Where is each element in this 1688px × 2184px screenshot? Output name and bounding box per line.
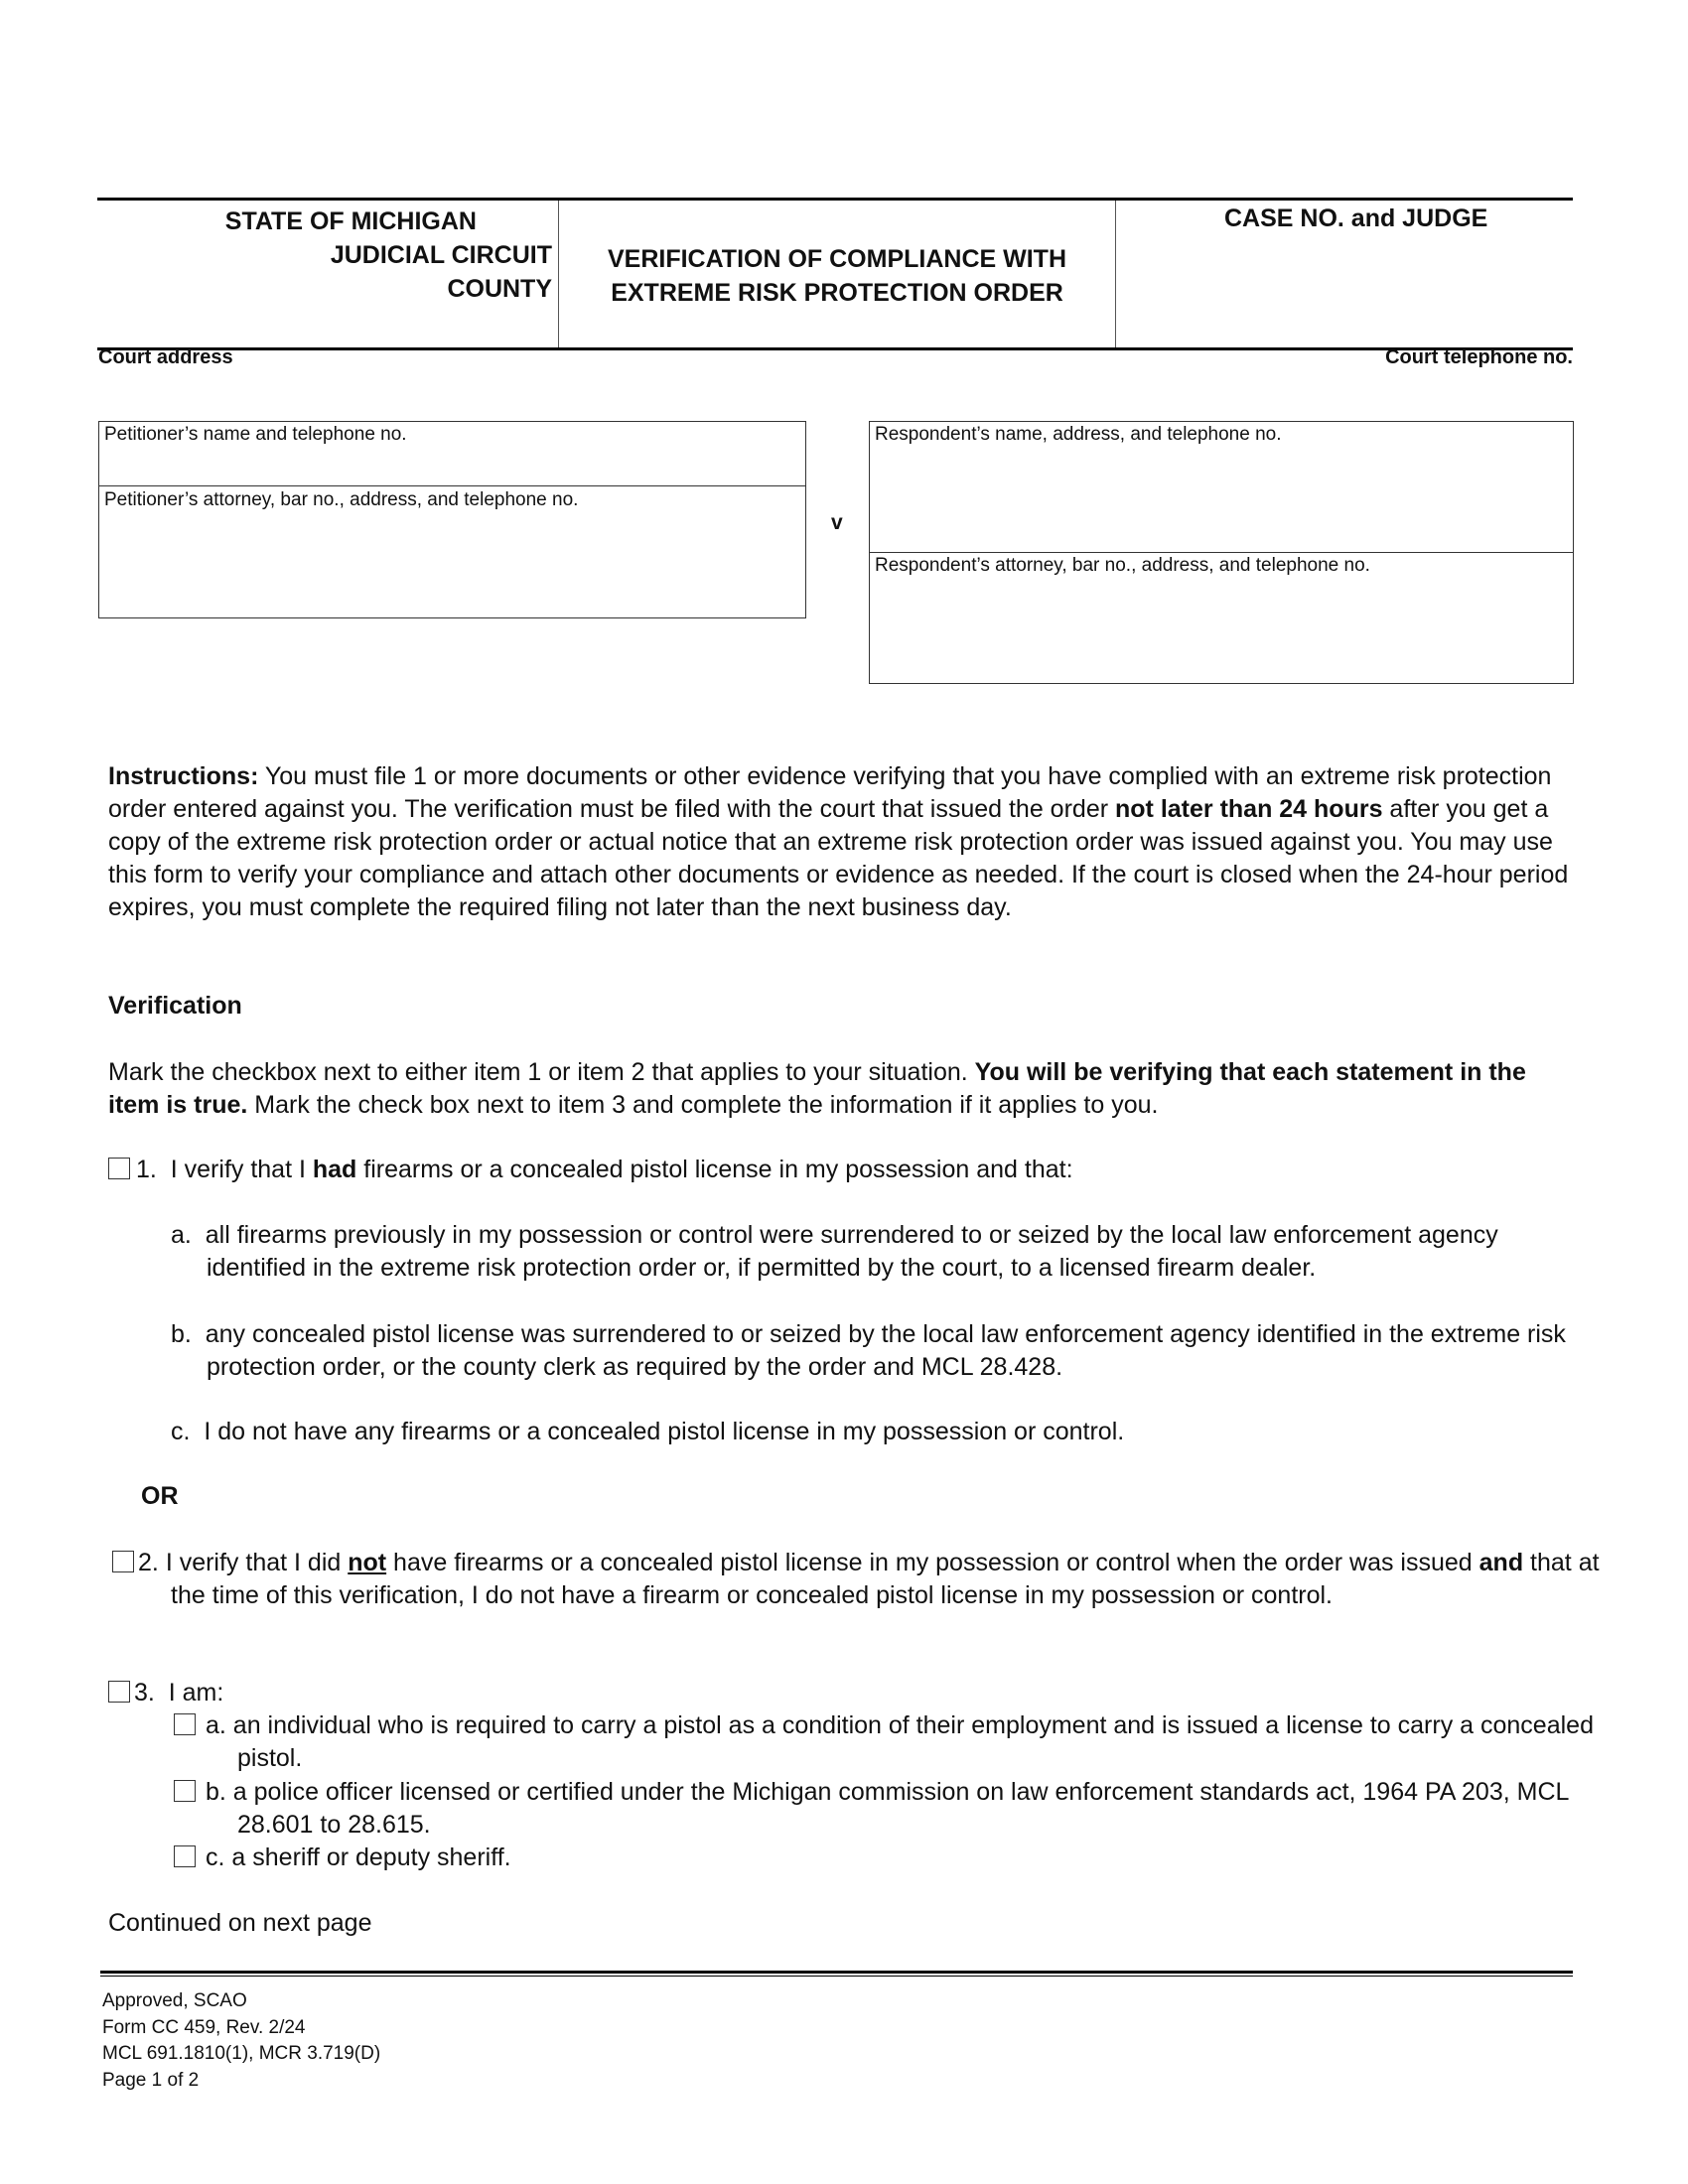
item-2-text-3: that at the time of this verification, I do not have a firearm or concealed pistol license in my possession or control. xyxy=(171,1549,1600,1609)
petitioner-attorney-label: Petitioner’s attorney, bar no., address, and telephone no. xyxy=(104,489,579,510)
petitioner-attorney-field[interactable] xyxy=(99,487,805,513)
court-address-label: Court address xyxy=(98,346,233,368)
verification-bold: You will be verifying that each statement in the item is true. xyxy=(108,1058,1526,1119)
deadline-text: not later than 24 hours xyxy=(1115,795,1383,823)
verification-heading xyxy=(108,990,242,1023)
court-telephone-label: Court telephone no. xyxy=(1385,346,1573,368)
item-1-bold: had xyxy=(312,1156,357,1183)
footer-approval: Approved, SCAO xyxy=(102,1990,247,2011)
verification-instructions xyxy=(108,1056,1583,1122)
item-3a: a. an individual who is required to carry a pistol as a condition of their employment and is issued a license to carry a concealed pistol. xyxy=(174,1709,1647,1775)
footer-divider xyxy=(100,1971,1573,1977)
item-3a-text: an individual who is required to carry a pistol as a condition of their employment and is issued a license to carry a concealed pistol. xyxy=(232,1711,1594,1772)
footer-page-number: Page 1 of 2 xyxy=(102,2069,200,2091)
item-2-text-2: have firearms or a concealed pistol license in my possession or control when the order was issued xyxy=(386,1549,1479,1576)
state-label: STATE OF MICHIGAN xyxy=(224,207,477,235)
item-3-text: I am: xyxy=(168,1679,224,1706)
footer-citation: MCL 691.1810(1), MCR 3.719(D) xyxy=(102,2043,381,2064)
item-3b: b. a police officer licensed or certified under the Michigan commission on law enforcement standards act, 1964 PA 203, MCL 28.601 to 28.615. xyxy=(174,1776,1608,1842)
respondent-box xyxy=(869,421,1574,684)
respondent-name-field[interactable] xyxy=(870,422,1573,553)
footer-form-number: Form CC 459, Rev. 2/24 xyxy=(102,2016,306,2038)
instructions xyxy=(108,760,1583,924)
versus-label: v xyxy=(831,511,843,534)
verification-text: Mark the checkbox next to either item 1 or item 2 that applies to your situation. xyxy=(108,1058,975,1086)
heading-text: Verification xyxy=(108,992,242,1020)
item-1-checkbox[interactable] xyxy=(108,1158,130,1179)
item-3c-text: a sheriff or deputy sheriff. xyxy=(231,1843,511,1871)
form-title xyxy=(559,201,1116,347)
item-3b-text: a police officer licensed or certified under the Michigan commission on law enforcement standards act, 1964 PA 203, MCL 28.601 to 28.615. xyxy=(232,1778,1569,1839)
title-line-1: VERIFICATION OF COMPLIANCE WITH xyxy=(607,245,1066,273)
or-label: OR xyxy=(141,1482,179,1510)
continued-note: Continued on next page xyxy=(108,1909,372,1937)
item-3-number: 3. xyxy=(134,1679,155,1706)
item-2-not: not xyxy=(348,1549,387,1576)
item-2-checkbox[interactable] xyxy=(112,1551,134,1572)
item-2-number: 2. xyxy=(138,1549,159,1576)
item-1-text-2: firearms or a concealed pistol license in my possession and that: xyxy=(356,1156,1073,1183)
item-1-number: 1. xyxy=(136,1156,157,1183)
item-3-checkbox[interactable] xyxy=(108,1681,130,1703)
item-3c: c. a sheriff or deputy sheriff. xyxy=(174,1842,1544,1874)
item-1c-text: I do not have any firearms or a concealed pistol license in my possession or control. xyxy=(204,1418,1125,1445)
item-1c: c. I do not have any firearms or a concealed pistol license in my possession or control. xyxy=(171,1418,1125,1445)
instructions-text: You must file 1 or more documents or other evidence verifying that you have complied with an extreme risk protection order entered against you. The verification must be filed with the court that issued the order xyxy=(108,762,1552,823)
instructions-label: Instructions: xyxy=(108,762,259,790)
court-jurisdiction xyxy=(97,201,559,347)
instructions-text-2: after you get a copy of the extreme risk protection order or actual notice that an extreme risk protection order was issued against you. You may use this form to verify your compliance and attach other documents or evidence as needed. If the court is closed when the 24-hour period expires, you must complete the required filing not later than the next business day. xyxy=(108,795,1569,921)
form-header xyxy=(97,198,1573,350)
item-1b-text: any concealed pistol license was surrendered to or seized by the local law enforcement agency identified in the extreme risk protection order, or the county clerk as required by the order and MCL 28.428. xyxy=(205,1320,1566,1381)
item-1 xyxy=(108,1154,1583,1186)
petitioner-box xyxy=(98,421,806,618)
item-3b-checkbox[interactable] xyxy=(174,1780,196,1802)
item-2 xyxy=(112,1547,1630,1612)
circuit-label: JUDICIAL CIRCUIT xyxy=(330,241,552,269)
footer xyxy=(102,1988,380,2094)
petitioner-name-field[interactable] xyxy=(99,422,805,486)
item-2-and: and xyxy=(1478,1549,1524,1576)
item-1a-text: all firearms previously in my possession or control were surrendered to or seized by the local law enforcement agency identified in the extreme risk protection order or, if permitted by the court, to a licensed firearm dealer. xyxy=(205,1221,1498,1282)
title-line-2: EXTREME RISK PROTECTION ORDER xyxy=(611,279,1063,307)
respondent-attorney-field[interactable] xyxy=(870,553,1573,579)
item-3a-checkbox[interactable] xyxy=(174,1713,196,1735)
item-3c-checkbox[interactable] xyxy=(174,1845,196,1867)
case-label: CASE NO. and JUDGE xyxy=(1224,205,1488,232)
respondent-attorney-label: Respondent’s attorney, bar no., address, and telephone no. xyxy=(875,555,1370,576)
item-1-text: I verify that I xyxy=(170,1156,313,1183)
item-1a: a. all firearms previously in my possession or control were surrendered to or seized by the local law enforcement agency identified in the extreme risk protection order or, if permitted by the court, to a licensed firearm dealer. xyxy=(171,1221,1498,1282)
county-label: COUNTY xyxy=(447,275,552,303)
item-1b: b. any concealed pistol license was surrendered to or seized by the local law enforcement agency identified in the extreme risk protection order, or the county clerk as required by the order and MCL 28.428. xyxy=(171,1320,1566,1381)
verification-text-2: Mark the check box next to item 3 and complete the information if it applies to you. xyxy=(247,1091,1159,1119)
item-3 xyxy=(108,1677,223,1709)
petitioner-name-label: Petitioner’s name and telephone no. xyxy=(104,424,407,445)
case-number-field[interactable] xyxy=(1216,201,1573,347)
item-2-text: I verify that I did xyxy=(165,1549,349,1576)
respondent-name-label: Respondent’s name, address, and telephone no. xyxy=(875,424,1282,445)
